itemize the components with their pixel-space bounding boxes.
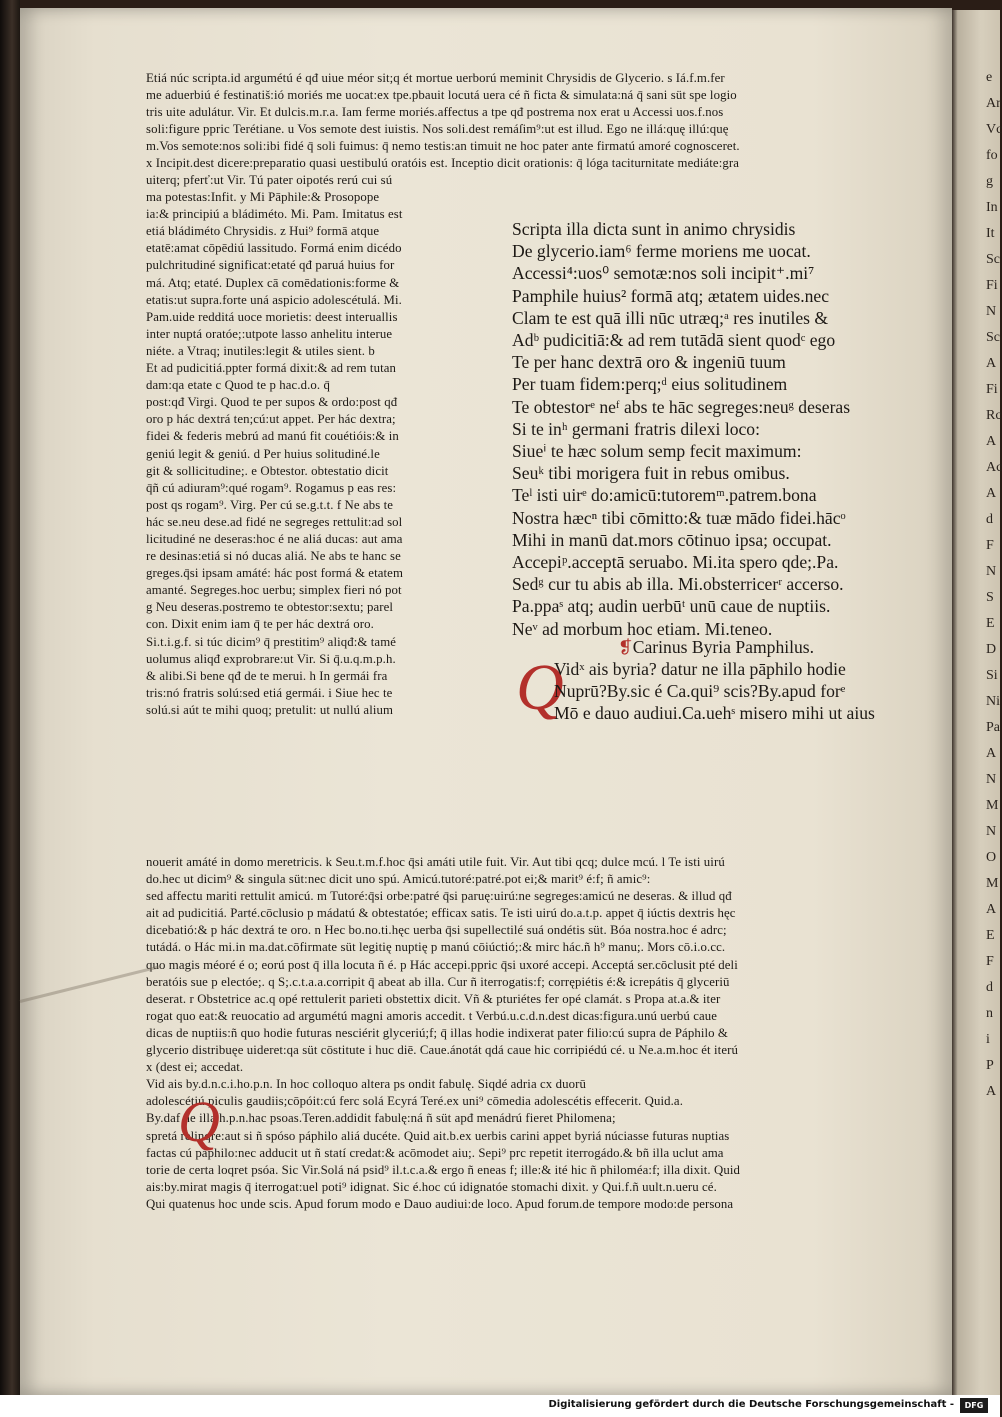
- margin-fragment: N: [986, 772, 997, 787]
- scene-lines: [554, 658, 952, 725]
- commentary-line: etatē:amat cōpēdiú lassitudo. Formá enim dicédo: [146, 241, 402, 256]
- scene-heading: [618, 636, 918, 658]
- initial-q-small: Q: [178, 1089, 220, 1154]
- margin-fragment: E: [986, 928, 995, 943]
- commentary-line: me aduerbiú é festinatiš:ió moriés me uocat:ex tpe.pbauit locutá uera cé ñ ficta & simulata:ná q̄ sani süt spe logio: [146, 88, 737, 103]
- commentary-line: etatis:ut supra.forte uná aspicio adolescétulá. Mi.: [146, 292, 402, 307]
- margin-fragment: N: [986, 304, 997, 319]
- margin-fragment: N: [986, 824, 997, 839]
- margin-fragment: E: [986, 616, 995, 631]
- commentary-line: ia:& principiú a bládiméto. Mi. Pam. Imitatus est: [146, 207, 403, 222]
- commentary-line: re desinas:etiá si nó ducas aliá. Ne abs te hanc se: [146, 549, 401, 564]
- margin-fragment: Ac: [986, 460, 1002, 475]
- commentary-line: niéte. a Vtraq; inutiles:legit & utiles sient. b: [146, 343, 375, 358]
- margin-fragment: Pa: [986, 720, 1000, 735]
- commentary-line: amanté. Segreges.hoc uerbu; simplex fieri nó pot: [146, 583, 402, 598]
- verse-line: Nostra hæcⁿ tibi cōmitto:& tuæ mādo fidei.hācᵒ: [512, 507, 846, 528]
- commentary-line: geniú legit & geniú. d Per huius solitudiné.le: [146, 446, 380, 461]
- commentary-line: Pam.uide redditá uoce morietis: deest interuallis: [146, 309, 398, 324]
- verse-line: Teˡ isti uirᵉ do:amicū:tutoremᵐ.patrem.bona: [512, 485, 817, 506]
- commentary-line: rogat quo eat:& reuocatio ad argumétú magni amoris accedit. t Verbú.u.c.d.n.dest dicas:figura.unú uerbú caue: [146, 1008, 718, 1023]
- commentary-line: x (dest ei; accedat.: [146, 1060, 244, 1075]
- commentary-line: inter nuptá oratóe;:utpote lasso anhelitu interue: [146, 326, 393, 341]
- footer-credit: Digitalisierung gefördert durch die Deutsche Forschungsgemeinschaft -: [548, 1399, 954, 1410]
- margin-fragment: Vc: [986, 122, 1002, 137]
- margin-fragment: S: [986, 590, 994, 605]
- right-page-edge: [952, 10, 1000, 1395]
- commentary-line: Vid ais by.d.n.c.i.ho.p.n. In hoc colloquo altera ps ondit fabulę. Siqdé adria cx duorū: [146, 1077, 586, 1092]
- verse-line: Pa.ppaˢ atq; audin uerbūᵗ unū caue de nuptiis.: [512, 596, 831, 617]
- commentary-bottom: [146, 854, 956, 1213]
- margin-fragment: In: [986, 200, 998, 215]
- commentary-line: factas cú páphilo:nec adducit ut ñ statí credat:& acōmodet aiu;. Sepi⁹ prc repetit iterrogádo.& bñ illa uclut ama: [146, 1145, 724, 1160]
- verse-line: De glycerio.iam⁶ ferme moriens me uocat.: [512, 241, 811, 262]
- commentary-line: uiterq; pferť:ut Vir. Tú pater oipotés rerú cui sú: [146, 173, 393, 187]
- commentary-line: etiá bládiméto Chrysidis. z Hui⁹ formā atque: [146, 224, 380, 239]
- margin-fragment: d: [986, 980, 993, 995]
- verse-line: Adᵇ pudicitiā:& ad rem tutādā sient quodᶜ ego: [512, 330, 836, 351]
- margin-fragment: F: [986, 954, 994, 969]
- left-page: [20, 8, 952, 1395]
- commentary-line: solú.si aút te mihi quoq; pretulit: ut nullú alium: [146, 702, 394, 717]
- commentary-line: tutádá. o Hác mi.in ma.dat.cōfirmate süt legitię nuptię p manú cōiúctió;:& mirc hác.ñ h⁹ manu;. Mors cō.i.o.cc.: [146, 940, 726, 955]
- commentary-line: licitudiné ne deseras:hoc é ne aliá ducas: aut ama: [146, 531, 403, 546]
- verse-line: Per tuam fidem:perq;ᵈ eius solitudinem: [512, 374, 788, 395]
- commentary-line: x Incipit.dest dicere:preparatio quasi uestibulú oratóis est. Inceptio dicit orationis: q̄ lóga taciturnitate mediáte:gra: [146, 156, 740, 171]
- commentary-line: quo magis méoré é o; eorú post q̄ illa locuta ñ é. p Hác accepi.ppric q̄si uxoré accepi. Acceptá ser.cōclusit pté deli: [146, 957, 738, 972]
- verse-line: Mihi in manū dat.mors cōtinuo ipsa; occupat.: [512, 529, 832, 550]
- commentary-line: uolumus aliqđ exprobrare:ut Vir. Si q̄.u.q.m.p.h.: [146, 651, 396, 666]
- paragraph-mark-icon: ❡: [618, 637, 633, 657]
- margin-fragment: A: [986, 1084, 997, 1099]
- commentary-line: dam:qa etate c Quod te p hac.d.o. q̄: [146, 378, 331, 393]
- margin-fragment: M: [986, 798, 999, 813]
- margin-fragment: fo: [986, 148, 998, 163]
- commentary-line: beratóis sue p electóe;. q S;.c.t.a.a.corripit q̄ abeat ab illa. Cur ñ iterrogatis:f; corrępiétis é:& icrepátis q̄ glyceriū: [146, 974, 730, 989]
- commentary-line: má. Atq; etaté. Duplex cā comēdationis:forme &: [146, 275, 400, 290]
- verse-line: Vidˣ ais byria? datur ne illa pāphilo hodie: [554, 659, 846, 679]
- verse-line: Nuprū?By.sic é Ca.qui⁹ scis?By.apud forᵉ: [554, 681, 846, 702]
- verse-line: Te per hanc dextrā oro & ingeniū tuum: [512, 352, 786, 373]
- commentary-line: & alibi.Si bene qđ de te merui. h In germái fra: [146, 668, 388, 683]
- initial-q: Q: [516, 651, 564, 724]
- verse-line: Pamphile huius² formā atq; ætatem uides.nec: [512, 285, 830, 306]
- commentary-line: q̄ñ cú adiuram⁹:qué rogam⁹. Rogamus p eas res:: [146, 480, 397, 495]
- margin-fragment: A: [986, 902, 997, 917]
- commentary-line: ais:by.mirat magis q̄ iterrogat:uel poti⁹ idignat. Sic é.hoc cú idignatóe stomachi dixit. y Qui.f.ñ uult.n.ueru cé.: [146, 1179, 717, 1194]
- margin-fragment: Ar: [986, 96, 1001, 111]
- margin-fragment: F: [986, 538, 994, 553]
- verse-line: Seuᵏ tibi morigera fuit in rebus omibus.: [512, 463, 790, 484]
- commentary-line: con. Dixit enim iam q̄ te per hác dextrá oro.: [146, 617, 374, 632]
- commentary-line: ait ad pudicitiá. Parté.cōclusio p mádatú & obtestatóe; efficax satis. Te isti uirú do.a.t.p. appet q̄ iúctis dextris hęc: [146, 906, 736, 921]
- scene-heading-text: Carinus Byria Pamphilus.: [632, 637, 815, 657]
- commentary-line: deserat. r Obstetrice ac.q opé rettulerit parieti obstettix dicit. Vñ & pturiétes fer opé clamát. s Propa at.a.& iter: [146, 991, 721, 1006]
- commentary-line: post:qđ Virgi. Quod te per supos & ordo:post qđ: [146, 395, 398, 410]
- commentary-line: spretá relinqre:aut si ñ spóso páphilo aliá ducéte. Quid ait.b.ex uerbis carini appet byriá núciasse futuras nuptias: [146, 1128, 730, 1143]
- commentary-line: Qui quatenus hoc unde scis. Apud forum modo e Dauo audiui:de loco. Apud forum.de tempore modo:de persona: [146, 1196, 734, 1211]
- margin-fragment: d: [986, 512, 993, 527]
- margin-fragment: Sc: [986, 252, 1000, 267]
- commentary-line: fidei & federis mebrú ad manú fit couétióis:& in: [146, 429, 399, 444]
- commentary-line: nouerit amáté in domo meretricis. k Seu.t.m.f.hoc q̄si amáti utile fuit. Vir. Aut tibi qcq; dulce mcú. l Te isti uirú: [146, 855, 725, 869]
- verse-line: Accessi⁴:uos⁰ semotæ:nos soli incipit⁺.mi⁷: [512, 263, 815, 284]
- commentary-line: torie de certa loqret psóa. Sic Vir.Solá ná psid⁹ il.t.c.a.& ergo ñ eneas f; ille:& ité hic ñ philoméa:f; illa dixit. Quid: [146, 1162, 740, 1177]
- commentary-line: Si.t.i.g.f. si túc dicim⁹ q̄ prestitim⁹ aliqđ:& tamé: [146, 634, 397, 649]
- margin-fragment: Ni: [986, 694, 1000, 709]
- commentary-line: Etiá núc scripta.id argumétú é qđ uiue méor sit;q ét mortue uerború meminit Chrysidis de Glycerio. s Iá.f.m.fer: [146, 71, 725, 85]
- commentary-line: oro p hác dextrá ten;cú:ut appet. Per hác dextra;: [146, 412, 396, 427]
- verse-line: Clam te est quā illi nūc utræq;ᵃ res inutiles &: [512, 307, 829, 328]
- margin-fragment: Sc: [986, 330, 1000, 345]
- commentary-line: ma potestas:Infit. y Mi Pāphile:& Prosopope: [146, 190, 380, 205]
- verse-line: Si te inʰ germani fratris dilexi loco:: [512, 418, 760, 439]
- commentary-line: adolescétiú piculis gaudiis;cōpóit:cú ferc solá Ecyrá Teré.ex uni⁹ cōmedia adolescétis effecerit. Quid.a.: [146, 1094, 683, 1109]
- margin-fragment: A: [986, 434, 997, 449]
- margin-fragment: It: [986, 226, 995, 241]
- commentary-line: glycerio distribuęe uideret:qa süt cōstitute i huc diē. Caue.ánotát qdá caue hic corripiédú cé. u Ne.a.m.hoc ét iterú: [146, 1043, 738, 1058]
- margin-fragment: i: [986, 1032, 990, 1047]
- commentary-line: git & sollicitudine;. e Obtestor. obtestatio dicit: [146, 463, 389, 478]
- margin-fragment: N: [986, 564, 997, 579]
- commentary-line: post qs rogam⁹. Virg. Per cú se.g.t.t. f Ne abs te: [146, 497, 394, 512]
- margin-fragment: Si: [986, 668, 998, 683]
- commentary-line: soli:figure ppric Terétiane. u Vos semote dest iuistis. Nos soli.dest remáſim⁹:ut est illud. Ego ne illá:quę illú:quę: [146, 122, 729, 137]
- dfg-logo-icon: DFG: [960, 1398, 988, 1413]
- commentary-line: greges.q̄si ipsam amáté: hác post formá & etatem: [146, 566, 404, 581]
- margin-fragment: n: [986, 1006, 993, 1021]
- play-verse: [512, 218, 952, 640]
- verse-line: Mō e dauo audiui.Ca.uehˢ misero mihi ut aius: [554, 703, 875, 724]
- margin-fragment: Rc: [986, 408, 1002, 423]
- margin-fragment: Fi: [986, 382, 998, 397]
- commentary-line: tris uite adulátur. Vir. Et dulcis.m.r.a. Iam ferme moriés.affectus a tpe qđ postrema nox erat u Accessi uos.f.nos: [146, 105, 724, 120]
- commentary-line: pulchritudiné significat:etaté qđ paruá huius for: [146, 258, 395, 273]
- verse-line: Te obtestorᵉ neᶠ abs te hāc segreges:neuᵍ deseras: [512, 396, 851, 417]
- margin-fragment: D: [986, 642, 997, 657]
- commentary-line: By.daf ne illa.h.p.n.hac psoas.Teren.addidit fabulę:ná ñ süt apđ menádrú fieret Philomena;: [146, 1111, 616, 1126]
- digitization-footer: [0, 1395, 1000, 1417]
- commentary-line: m.Vos semote:nos soli:ibi fidé q̄ soli fuimus: q̄ nemo testis:an timuit ne hoc pater ante firmatú amoré cognosceret.: [146, 139, 740, 154]
- margin-fragment: O: [986, 850, 997, 865]
- verse-line: Sedᵍ cur tu abis ab illa. Mi.obsterricerʳ accerso.: [512, 574, 844, 595]
- verse-line: Scripta illa dicta sunt in animo chrysidis: [512, 219, 796, 239]
- commentary-top: [146, 70, 946, 173]
- verse-line: Accepiᵖ.acceptā seruabo. Mi.ita spero qde;.Pa.: [512, 552, 839, 573]
- margin-fragment: P: [986, 1058, 994, 1073]
- commentary-line: g Neu deseras.postremo te obtestor:sextu; parel: [146, 600, 394, 615]
- margin-fragment: Fi: [986, 278, 998, 293]
- commentary-line: dicebatió:& p hác dextrá te oro. n Hec bo.no.ti.hęc uerba q̄si supellectilé suá ondétis süt. Bóa nostra.hoc é adrc;: [146, 923, 727, 938]
- margin-fragment: M: [986, 876, 999, 891]
- margin-fragment: A: [986, 486, 997, 501]
- commentary-line: Et ad pudicitiá.ppter formá dixit:& ad rem tutan: [146, 361, 397, 376]
- margin-fragment: A: [986, 746, 997, 761]
- book-spine: [0, 0, 20, 1395]
- verse-line: Siueⁱ te hæc solum semp fecit maximum:: [512, 441, 802, 462]
- commentary-line: hác se.neu dese.ad fidé ne segreges rettulit:ad sol: [146, 514, 403, 529]
- commentary-line: tris:nó fratris solú:sed etiá germái. i Siue hec te: [146, 685, 393, 700]
- commentary-left-column: [146, 172, 526, 719]
- commentary-line: sed affectu mariti rettulit amicú. m Tutoré:q̄si orbe:patré q̄si paruę:uirú:ne segreges:amicú ne deseras. & illud qđ: [146, 889, 732, 904]
- commentary-line: dicas de nuptiis:ñ quo hodie futuras nesciérit glyceriú;f; q̄ illas hodie indixerat pater filio:cú supra de Páphilo &: [146, 1025, 728, 1040]
- commentary-line: do.hec ut dicim⁹ & singula süt:nec dicit uno spú. Amicú.tutoré:patré.pot ei;& marit⁹ é:f; ñ amic⁹:: [146, 872, 651, 887]
- margin-fragment: A: [986, 356, 997, 371]
- margin-fragment: g: [986, 174, 993, 189]
- margin-fragment: e: [986, 70, 993, 85]
- verse-line: Neᵛ ad morbum hoc etiam. Mi.teneo.: [512, 618, 773, 639]
